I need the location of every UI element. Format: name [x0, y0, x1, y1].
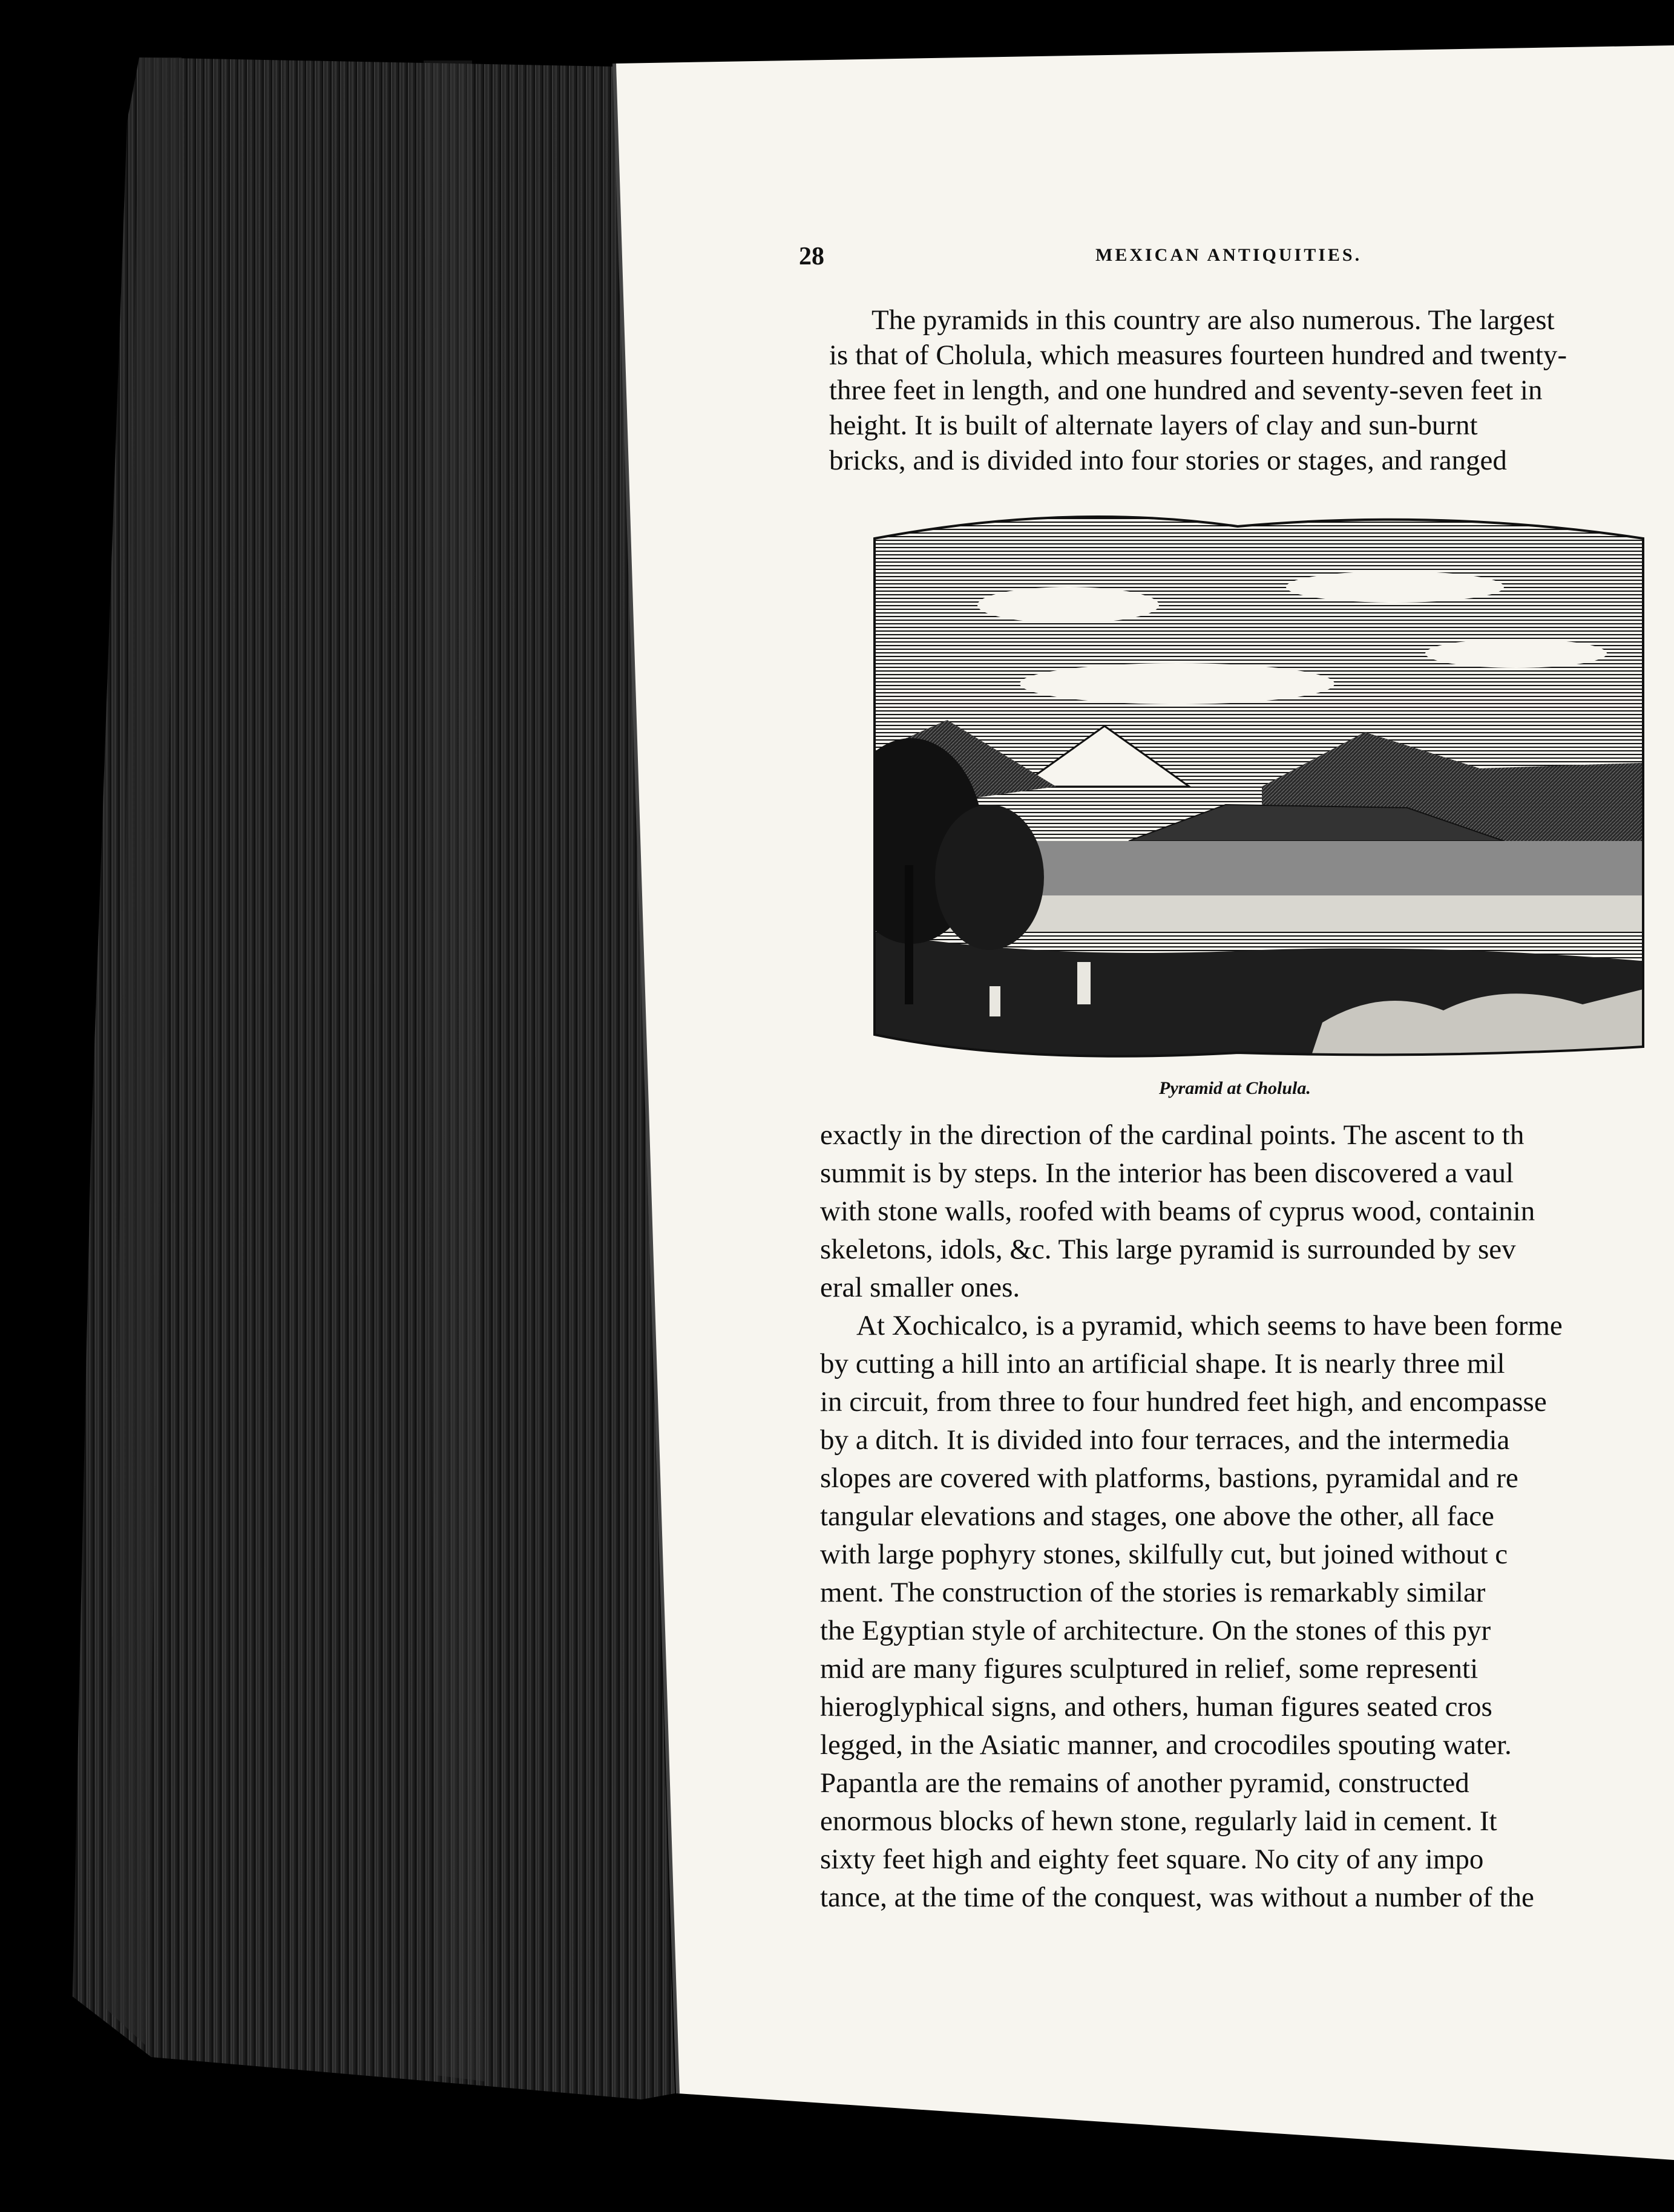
text-line: ment. The construction of the stories is remarkably similar: [820, 1577, 1486, 1608]
text-line: exactly in the direction of the cardinal points. The ascent to th: [820, 1119, 1525, 1151]
text-line: At Xochicalco, is a pyramid, which seems to have been forme: [856, 1310, 1563, 1341]
text-line: with large pophyry stones, skilfully cut, but joined without c: [820, 1539, 1508, 1570]
text-line: Papantla are the remains of another pyramid, constructed: [820, 1767, 1469, 1799]
body-text: [820, 1116, 1674, 1917]
top-paragraph: [829, 303, 1670, 478]
text-line: three feet in length, and one hundred and seventy-seven feet in: [829, 375, 1543, 406]
text-line: with stone walls, roofed with beams of cyprus wood, containin: [820, 1196, 1535, 1227]
text-line: eral smaller ones.: [820, 1272, 1020, 1303]
text-line: bricks, and is divided into four stories or stages, and ranged: [829, 445, 1507, 476]
text-line: height. It is built of alternate layers of clay and sun-burnt: [829, 410, 1478, 441]
text-line: is that of Cholula, which measures fourteen hundred and twenty-: [829, 339, 1567, 371]
engraving-pyramid-at-cholula: [838, 502, 1655, 1059]
text-line: summit is by steps. In the interior has been discovered a vaul: [820, 1157, 1514, 1189]
text-line: The pyramids in this country are also numerous. The largest: [871, 304, 1555, 336]
running-head: MEXICAN ANTIQUITIES.: [1095, 245, 1362, 265]
text-line: mid are many figures sculptured in relief, some representi: [820, 1653, 1479, 1684]
text-line: skeletons, idols, &c. This large pyramid is surrounded by sev: [820, 1234, 1516, 1265]
text-line: hieroglyphical signs, and others, human figures seated cros: [820, 1691, 1492, 1723]
text-line: by cutting a hill into an artificial shape. It is nearly three mil: [820, 1348, 1505, 1379]
text-line: slopes are covered with platforms, bastions, pyramidal and re: [820, 1462, 1518, 1494]
text-line: tance, at the time of the conquest, was without a number of the: [820, 1882, 1534, 1913]
text-line: sixty feet high and eighty feet square. No city of any impo: [820, 1844, 1484, 1875]
text-line: by a ditch. It is divided into four terraces, and the intermedia: [820, 1424, 1510, 1456]
page-number: 28: [799, 243, 824, 270]
text-line: legged, in the Asiatic manner, and crocodiles spouting water.: [820, 1729, 1512, 1761]
text-line: in circuit, from three to four hundred feet high, and encompasse: [820, 1386, 1547, 1418]
figure-caption: Pyramid at Cholula.: [1159, 1078, 1311, 1098]
text-line: the Egyptian style of architecture. On the stones of this pyr: [820, 1615, 1491, 1646]
text-line: tangular elevations and stages, one above the other, all face: [820, 1500, 1494, 1532]
text-line: enormous blocks of hewn stone, regularly laid in cement. It: [820, 1805, 1497, 1837]
